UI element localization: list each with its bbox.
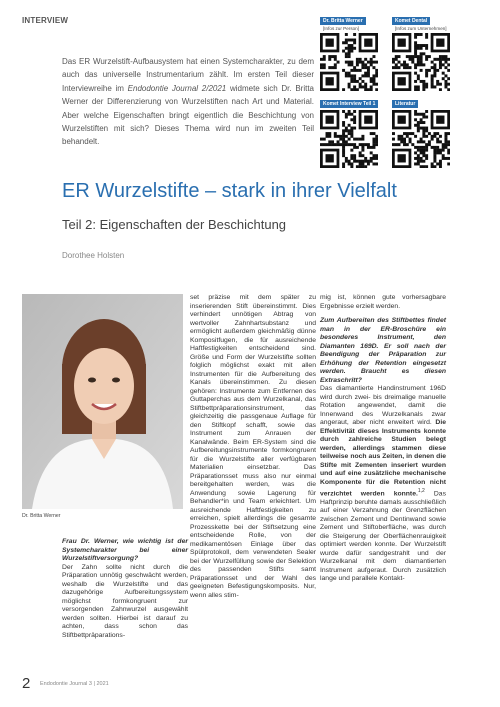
- footnote-reference[interactable]: 1,2: [417, 488, 425, 494]
- intro-text-1: Das ER Wurzelstift-Aufbausystem hat einen Systemcharakter, zu dem auch das universelle Instrumentarium zählt. Im ersten Teil dieser Interviewreihe im: [62, 57, 314, 93]
- intro-paragraph: [62, 55, 314, 149]
- answer-text: Das diamantierte Handinstrument 196D wird durch zwei- bis dreimalige manuelle Rotation angewendet, damit die Innenwand des Wurzelkanals zwar angeraut, aber nicht erweitert wird.: [320, 385, 446, 426]
- photo-caption: Dr. Britta Werner: [22, 513, 61, 519]
- journal-reference: Endodontie Journal 2/2021: [127, 83, 227, 93]
- article-title: ER Wurzelstifte – stark in ihrer Vielfalt: [62, 180, 397, 202]
- qr-block-interview[interactable]: [320, 100, 392, 168]
- qr-label: Dr. Britta Werner: [320, 17, 366, 25]
- text-column-2: [190, 294, 316, 600]
- qr-label: Literatur: [392, 100, 418, 108]
- interview-question: Frau Dr. Werner, wie wichtig ist der Systemcharakter bei einer Wurzelstiftversorgung?: [62, 538, 188, 562]
- article-author: Dorothee Holsten: [62, 251, 125, 260]
- qr-sublabel: [Infos zur Person]: [323, 26, 360, 31]
- qr-label: Komet Dental: [392, 17, 430, 25]
- interview-question: Zum Aufbereiten des Stiftbettes findet man in der ER-Broschüre ein besonderes Instrument, den Diamanten 169D. Er soll nach der Beendigung der Präparation zur Erhöhung der Retention eingesetzt werden. Braucht es diesen Extraschritt?: [320, 317, 446, 384]
- qr-label: Komet Interview Teil 1: [320, 100, 378, 108]
- qr-code-icon[interactable]: [320, 110, 392, 168]
- intro-text-2: widmete sich Dr. Britta Werner der Differenzierung von Wurzelstiften nach Art und Material. Aber welche Eigenschaften bringt eigentlich die Beschichtung von Wurzelstiften mit sich? Dieses Thema wird nun im zweiten Teil behandelt.: [62, 83, 314, 147]
- section-label: INTERVIEW: [22, 16, 69, 25]
- body-text: set präzise mit dem später zu inserierenden Stift übereinstimmt. Dies verhindert unnötigen Abtrag von wertvoller Zahnhartsubstanz und ermöglicht außerdem gleichmäßig dünne Kompositfugen, die für ausreichende Haftfestigkeiten entscheidend sind. Größe und Form der Wurzelstifte sollten folglich möglichst exakt mit allen Instrumenten für die Aufbereitung des Kanals übereinstimmen. Zu diesen gehören: Instrumente zum Entfernen des Guttaperchas aus dem Wurzelkanal, das Stiftbettpräparationsinstrument, das gleichzeitig die passgenaue Auflage für den Stiftkopf schafft, sowie das Instrument zum Anrauen der Kanalwände. Beim ER-System sind die Aufbereitungsinstrumente formkongruent für die Wurzelstifte aller verfügbaren Materialien einsetzbar. Das Präparationsset muss also nur einmal bereitgehalten werden, was die Anwendung sowie Lagerung für Behandler*in und Team erleichtert. Um ausreichende Haftfestigkeiten zu erreichen, spielt allerdings die gesamte Prozesskette bei der Stiftsetzung eine entscheidende Rolle, von der medikamentösen Einlage über das Spülprotokoll, dem verwendeten Sealer bei der Wurzelfüllung sowie der Selektion des passenden Stifts samt Präparationsset und der Wahl des geeigneten Befestigungskomposits. Nur, wenn alles stim-: [190, 294, 316, 599]
- text-column-1: [62, 538, 188, 640]
- qr-block-company[interactable]: [392, 17, 464, 91]
- qr-block-person[interactable]: [320, 17, 392, 91]
- qr-sublabel: [Infos zum Unternehmen]: [395, 26, 447, 31]
- portrait-illustration: [22, 294, 183, 509]
- qr-block-literature[interactable]: [392, 100, 464, 168]
- text-column-3: [320, 294, 446, 584]
- footer-journal: Endodontie Journal 3 | 2021: [40, 681, 109, 687]
- qr-code-icon[interactable]: [320, 33, 392, 91]
- qr-code-icon[interactable]: [392, 110, 464, 168]
- article-subtitle: Teil 2: Eigenschaften der Beschichtung: [62, 217, 287, 232]
- answer-bold-text: Die Effektivität dieses Instruments konnte durch zahlreiche Studien belegt werden, allerdings stammen diese teilweise noch aus Zeiten, in denen die Stifte mit Zementen inseriert wurden und auf eine zusätzliche mechanische Komponente für die Retention nicht verzichtet werden konnte.: [320, 419, 446, 498]
- interview-answer: [320, 385, 446, 584]
- page-number: 2: [22, 675, 31, 692]
- author-photo: [22, 294, 183, 509]
- answer-text: Das Haftprinzip beruhte damals ausschließlich auf einer Verzahnung der Grenzflächen zwischen Zement und Dentinwand sowie Zement und Stiftoberfläche, was durch die Steigerung der Oberflächenrauigkeit optimiert werden konnte. Der Wurzelstift wurde dafür sandgestrahlt und der Wurzelkanal mit dem diamantierten Instrument aufgeraut. Durch zusätzlich lange und parallele Kontakt-: [320, 490, 446, 583]
- interview-answer: Der Zahn sollte nicht durch die Präparation unnötig geschwächt werden, weshalb die Wurzelstifte und das dazugehörige Aufbereitungssystem möglichst formkongruent zur versorgenden Zahnwurzel ausgewählt werden sollten. Hierbei ist darauf zu achten, dass schon das Stiftbettpräparations-: [62, 563, 188, 639]
- qr-code-icon[interactable]: [392, 33, 464, 91]
- body-text: mig ist, können gute vorhersagbare Ergebnisse erzielt werden.: [320, 294, 446, 310]
